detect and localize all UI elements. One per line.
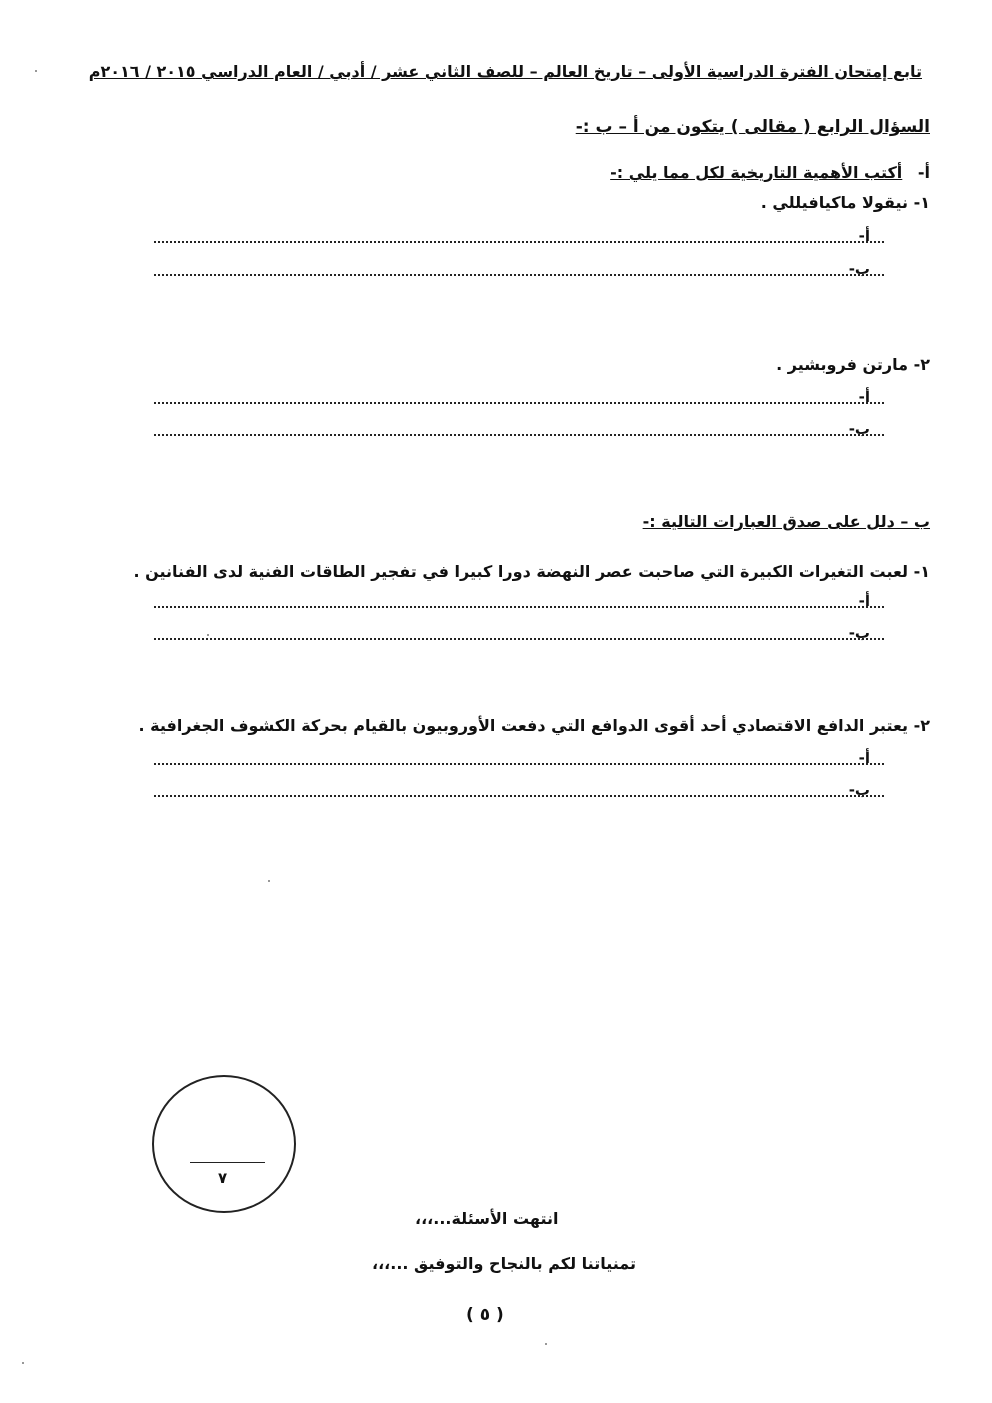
section-a-item-1-label-b: ب-	[848, 260, 870, 278]
score-value: ٧	[218, 1169, 228, 1187]
section-a-item-2-label-a: أ-	[858, 388, 870, 406]
scan-speck	[207, 634, 209, 636]
section-a-item-2-label-b: ب-	[848, 420, 870, 438]
section-a-item-2-answer-line-a[interactable]	[154, 402, 884, 404]
score-divider	[190, 1162, 265, 1163]
question-title: السؤال الرابع ( مقالى ) يتكون من أ – ب :-	[575, 117, 930, 137]
good-luck-wishes: تمنياتنا لكم بالنجاح والتوفيق ...،،،	[372, 1254, 637, 1273]
section-a-item-2: ٢- مارتن فروبشير .	[776, 355, 930, 374]
section-b-item-1-label-a: أ-	[858, 592, 870, 610]
scan-speck	[268, 880, 270, 882]
section-b-item-1: ١- لعبت التغيرات الكبيرة التي صاحبت عصر النهضة دورا كبيرا في تفجير الطاقات الفنية لدى الفنانين .	[133, 562, 930, 581]
score-circle	[152, 1075, 296, 1213]
section-a-letter: أ-	[917, 163, 930, 182]
section-b-item-2-label-a: أ-	[858, 749, 870, 767]
section-a-item-1: ١- نيقولا ماكيافيللي .	[760, 193, 930, 212]
section-a-item-1-answer-line-b[interactable]	[154, 274, 884, 276]
scan-speck	[22, 1362, 24, 1364]
scan-speck	[35, 70, 37, 72]
exam-header: تابع إمتحان الفترة الدراسية الأولى – تاريخ العالم – للصف الثاني عشر / أدبي / العام الدراسي ٢٠١٥ / ٢٠١٦م	[88, 62, 922, 81]
section-a-title	[610, 163, 930, 182]
section-b-item-2-answer-line-b[interactable]	[154, 795, 884, 797]
section-b-item-1-label-b: ب-	[848, 624, 870, 642]
section-b-item-2-label-b: ب-	[848, 781, 870, 799]
scan-speck	[545, 1343, 547, 1345]
section-a-heading: أكتب الأهمية التاريخية لكل مما يلي :-	[610, 163, 903, 182]
section-b-item-1-answer-line-a[interactable]	[154, 606, 884, 608]
section-a-item-1-label-a: أ-	[858, 227, 870, 245]
section-a-item-1-answer-line-a[interactable]	[154, 241, 884, 243]
section-b-item-2-answer-line-a[interactable]	[154, 763, 884, 765]
section-b-heading: ب – دلل على صدق العبارات التالية :-	[642, 512, 930, 531]
page-number: ( ٥ )	[466, 1305, 504, 1325]
section-b-title	[643, 512, 930, 531]
end-of-questions: انتهت الأسئلة...،،،	[415, 1209, 559, 1228]
section-b-item-1-answer-line-b[interactable]	[154, 638, 884, 640]
section-b-item-2: ٢- يعتبر الدافع الاقتصادي أحد أقوى الدوافع التي دفعت الأوروبيون بالقيام بحركة الكشوف الجغرافية .	[138, 716, 930, 735]
section-a-item-2-answer-line-b[interactable]	[154, 434, 884, 436]
